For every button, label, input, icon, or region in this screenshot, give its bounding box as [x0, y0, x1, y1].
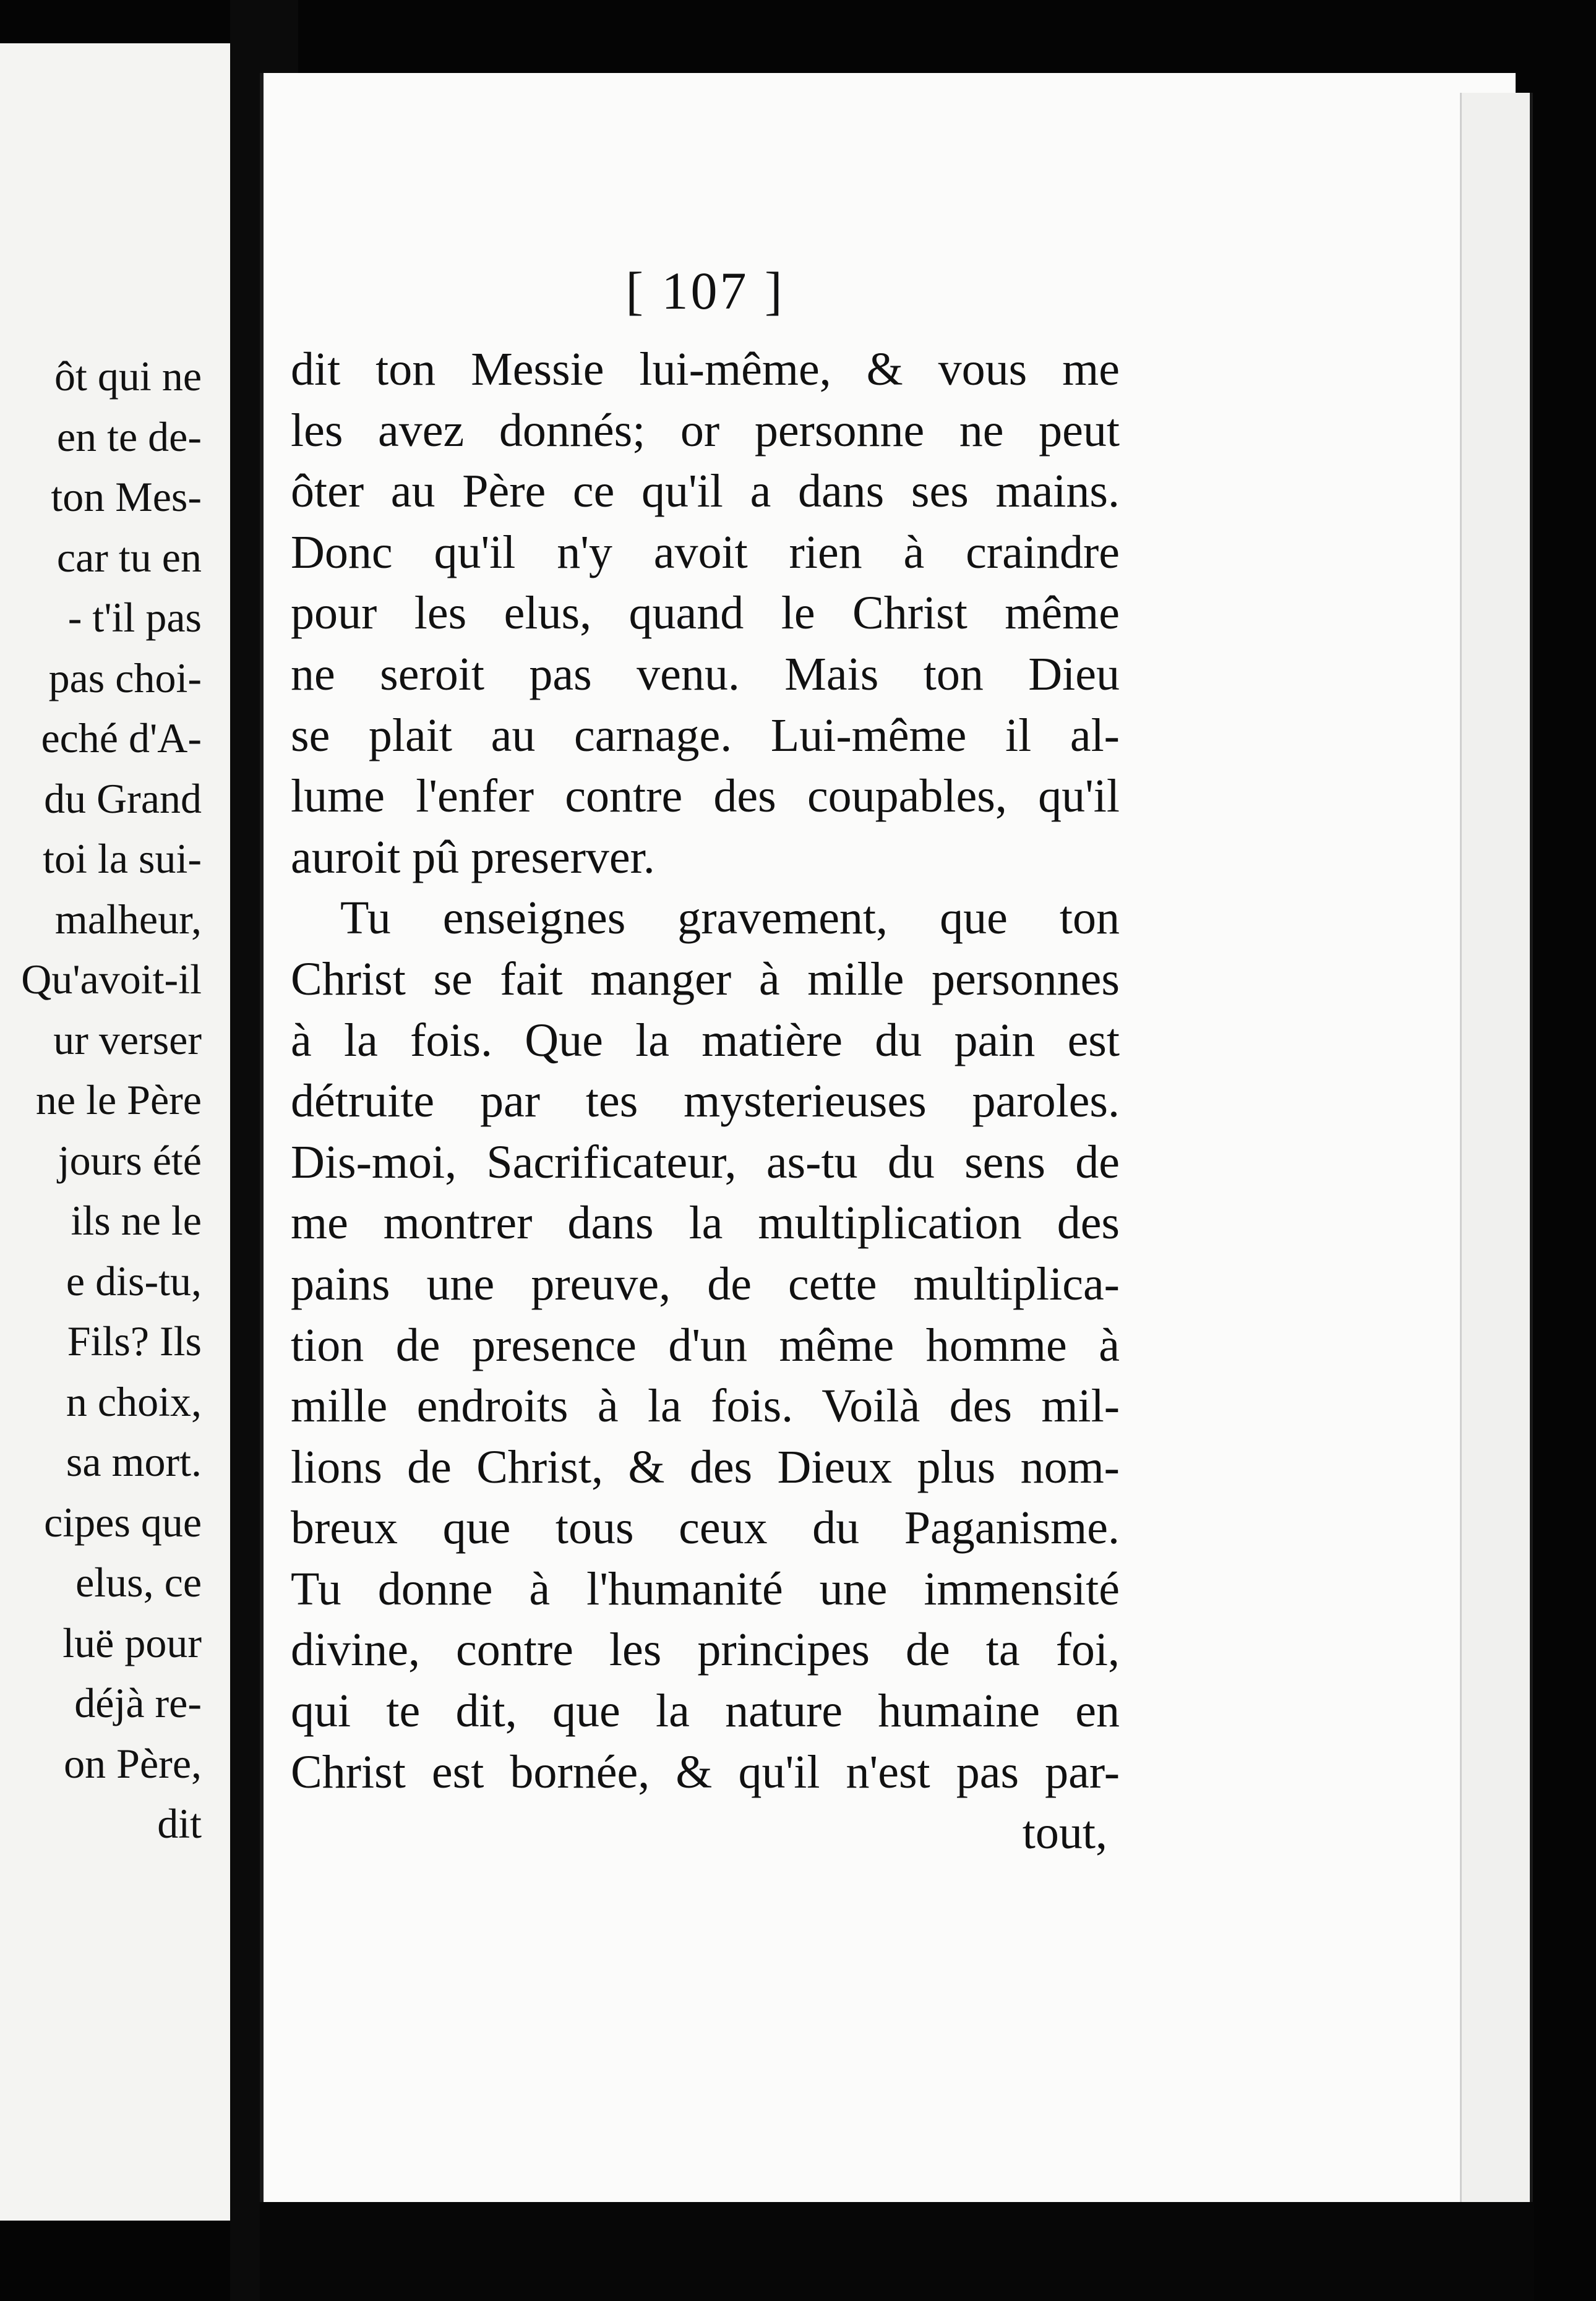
text-line: à la fois. Que la matière du pain est: [291, 1014, 1120, 1066]
text-line: breux que tous ceux du Paganisme.: [291, 1502, 1120, 1554]
left-line: sa mort.: [66, 1438, 202, 1485]
text-line: tion de presence d'un même homme à: [291, 1319, 1120, 1371]
left-line: du Grand: [44, 774, 202, 822]
text-line: Tu donne à l'humanité une immensité: [291, 1562, 1120, 1615]
page-number: [ 107 ]: [625, 261, 785, 320]
left-line: ils ne le: [71, 1197, 202, 1244]
left-line: ton Mes-: [51, 473, 202, 520]
left-page-text: [0, 346, 202, 1854]
text-line: lions de Christ, & des Dieux plus nom-: [291, 1441, 1120, 1493]
left-line: malheur,: [54, 895, 202, 943]
text-line: dit ton Messie lui-même, & vous me: [291, 343, 1120, 395]
text-line: ôter au Père ce qu'il a dans ses mains.: [291, 465, 1120, 518]
left-line: toi la sui-: [43, 835, 202, 882]
text-line: me montrer dans la multiplication des: [291, 1197, 1120, 1249]
text-line: pour les elus, quand le Christ même: [291, 587, 1120, 640]
right-page-text: [291, 339, 1120, 1864]
text-line: divine, contre les principes de ta foi,: [291, 1624, 1120, 1676]
left-line: luë pour: [62, 1619, 202, 1666]
left-line: Fils? Ils: [67, 1318, 202, 1365]
text-line: Tu enseignes gravement, que ton: [340, 892, 1120, 945]
left-line: jours été: [58, 1136, 202, 1184]
left-line: car tu en: [56, 533, 202, 581]
left-line: Qu'avoit-il: [21, 956, 202, 1003]
left-page: [0, 43, 233, 2221]
left-line: ôt qui ne: [54, 353, 202, 400]
left-line: en te de-: [56, 413, 202, 460]
text-line: se plait au carnage. Lui-même il al-: [291, 709, 1120, 761]
text-line: Donc qu'il n'y avoit rien à craindre: [291, 526, 1120, 578]
left-line: on Père,: [64, 1739, 202, 1787]
left-line: elus, ce: [75, 1559, 202, 1606]
left-line: ne le Père: [35, 1076, 202, 1123]
bottom-shadow: [260, 2202, 1534, 2301]
text-line: ne seroit pas venu. Mais ton Dieu: [291, 648, 1120, 700]
left-line: e dis-tu,: [66, 1257, 202, 1305]
text-line: lume l'enfer contre des coupables, qu'il: [291, 770, 1120, 823]
left-line: cipes que: [44, 1498, 202, 1546]
left-line: dit: [157, 1800, 202, 1847]
text-line: pains une preuve, de cette multiplica-: [291, 1258, 1120, 1310]
text-line: auroit pû preserver.: [291, 831, 655, 883]
text-line: détruite par tes mysterieuses paroles.: [291, 1075, 1120, 1128]
text-line: Christ se fait manger à mille personnes: [291, 953, 1120, 1005]
left-line: pas choi-: [48, 654, 202, 701]
left-line: déjà re-: [74, 1679, 202, 1726]
left-line: eché d'A-: [41, 714, 202, 761]
text-line: qui te dit, que la nature humaine en: [291, 1685, 1120, 1738]
page-edge: [1460, 93, 1533, 2221]
catchword: tout,: [1022, 1807, 1107, 1859]
left-line: n choix,: [66, 1378, 202, 1425]
text-line: les avez donnés; or personne ne peut: [291, 404, 1120, 456]
text-line: mille endroits à la fois. Voilà des mil-: [291, 1380, 1120, 1433]
left-line: ur verser: [53, 1016, 202, 1063]
text-line: Dis-moi, Sacrificateur, as-tu du sens de: [291, 1136, 1120, 1188]
text-line: Christ est bornée, & qu'il n'est pas par-: [291, 1746, 1120, 1798]
left-line: - t'il pas: [67, 594, 202, 641]
